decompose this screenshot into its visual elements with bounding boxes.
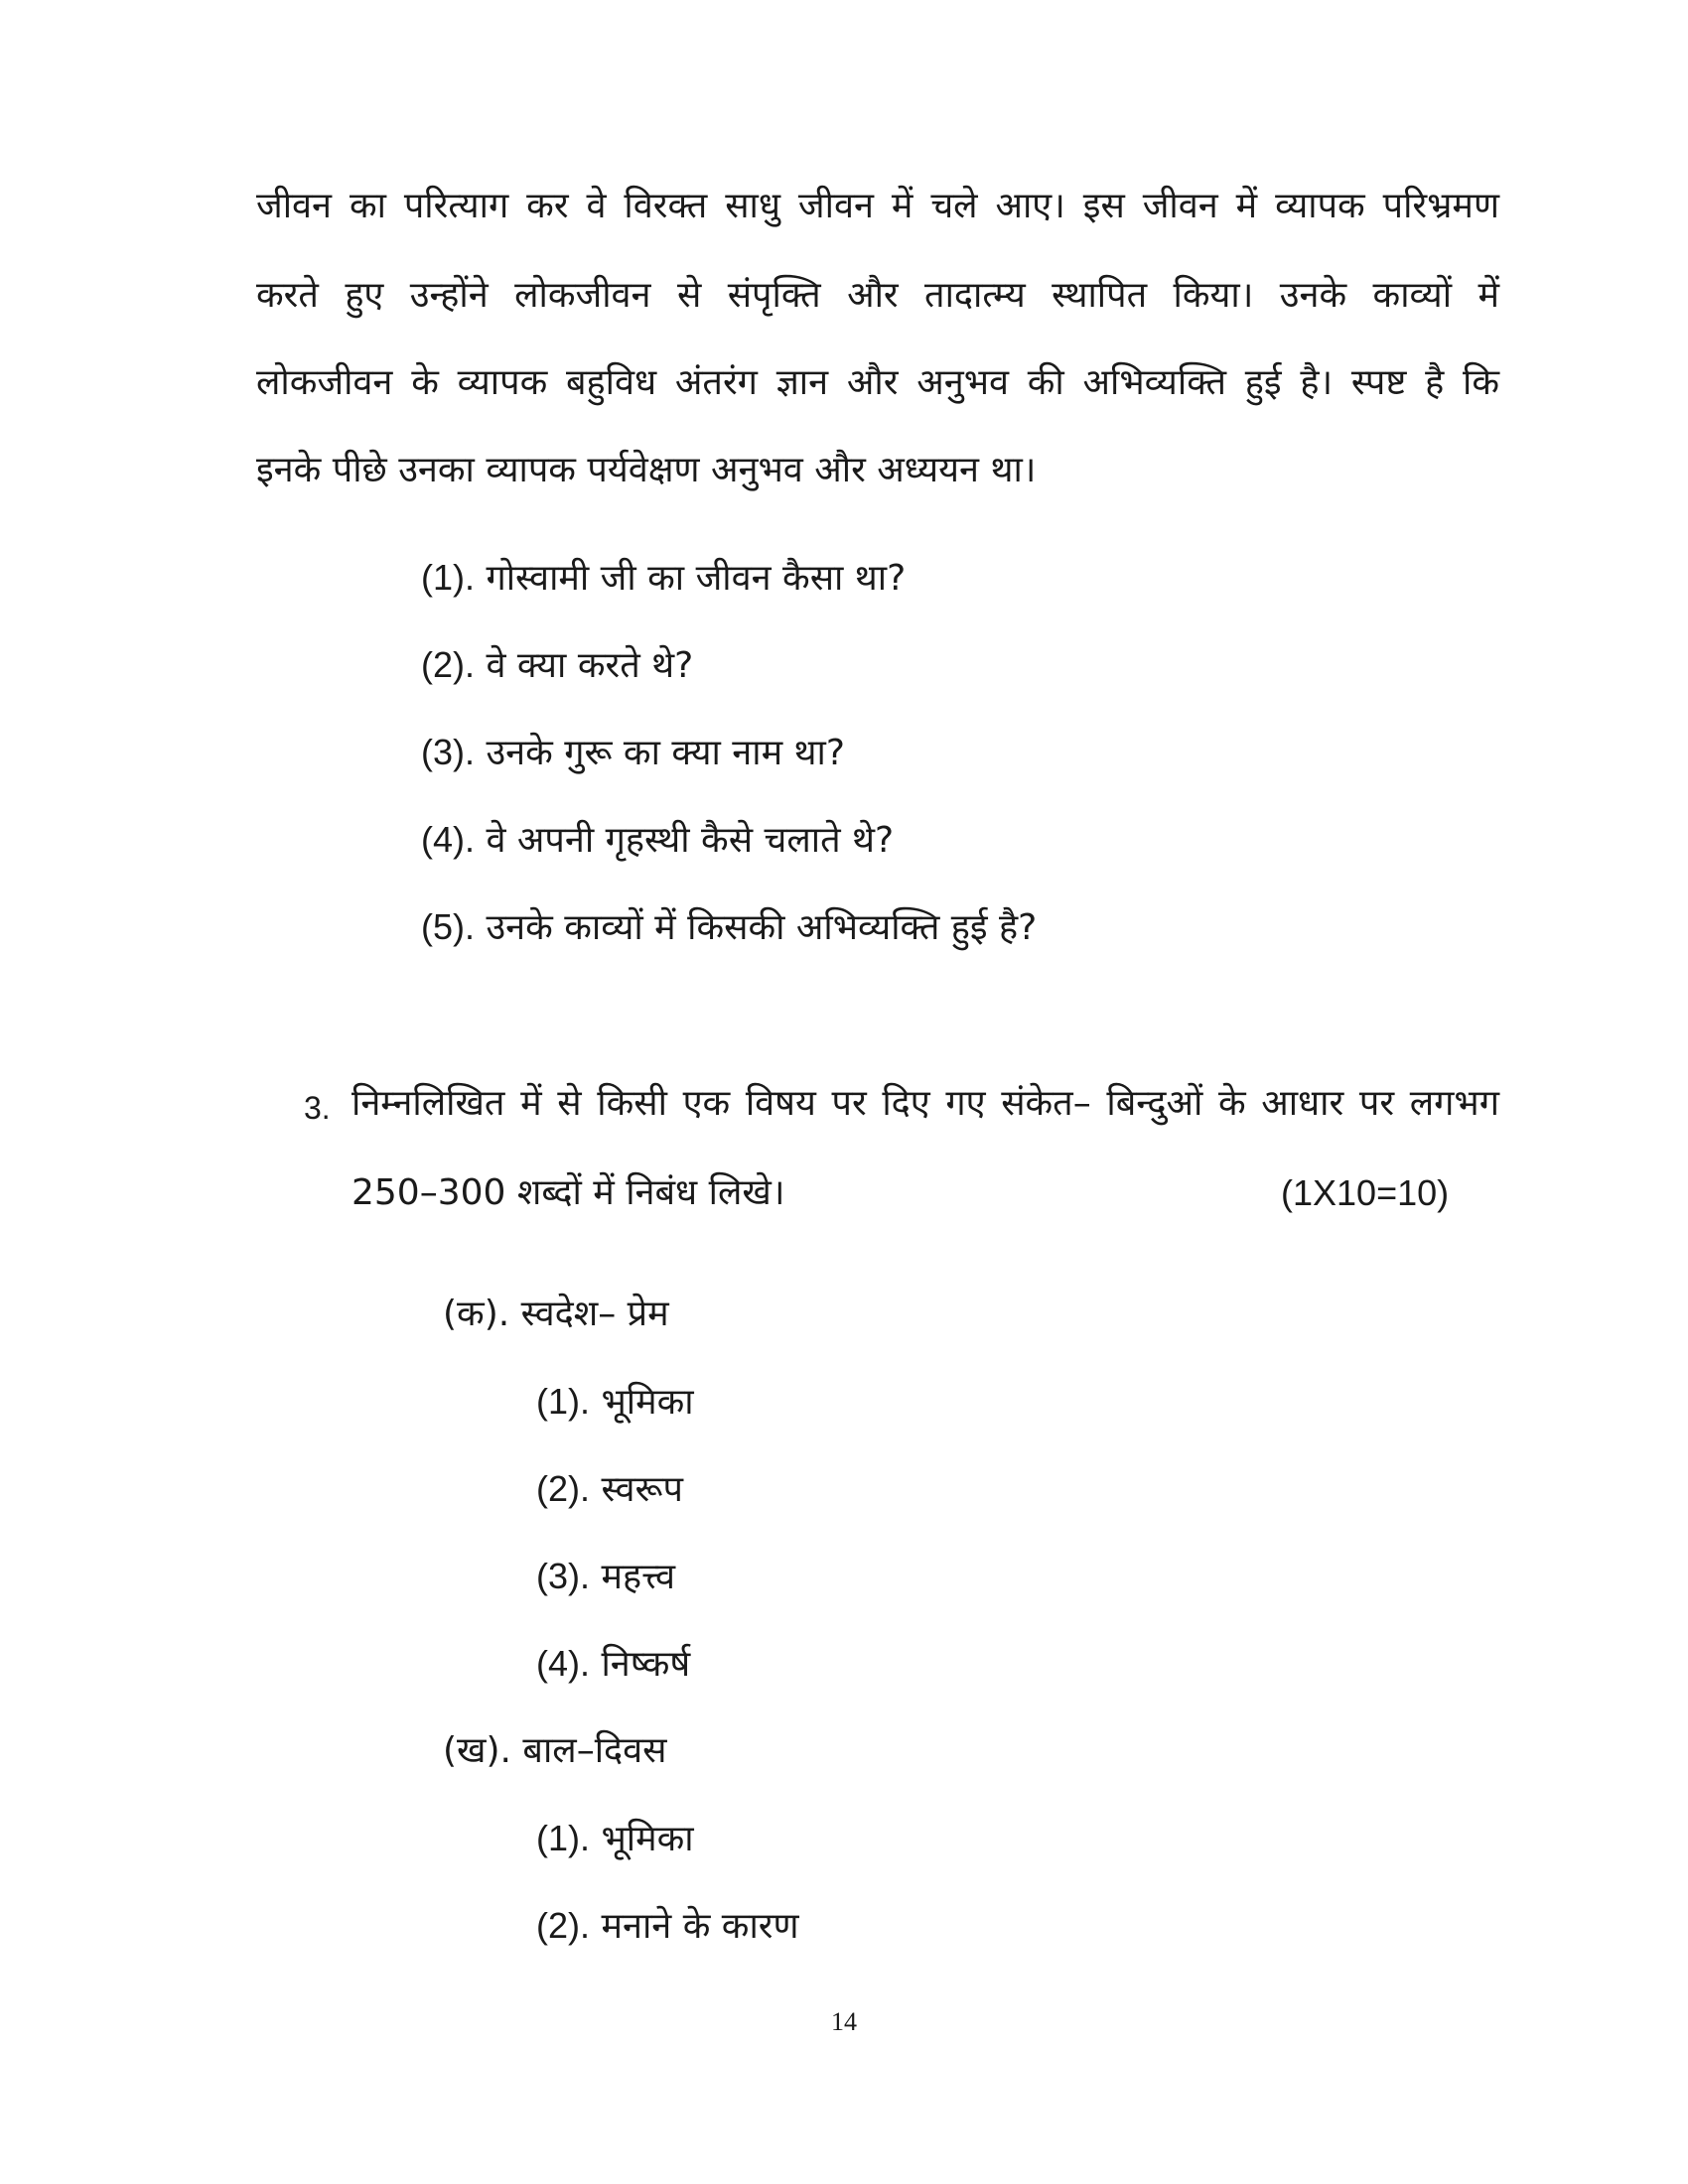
question-item — [421, 643, 693, 688]
point-number: (2). — [536, 1468, 590, 1509]
point-number: (4). — [536, 1643, 590, 1684]
question-number: (1). — [421, 557, 475, 598]
topic-label: (क). स्वदेश– प्रेम — [443, 1294, 669, 1334]
point-item — [536, 1380, 694, 1425]
passage-line: करते हुए उन्होंने लोकजीवन से संपृक्ति और तादात्म्य स्थापित किया। उनके काव्यों में — [256, 275, 1499, 316]
point-item — [536, 1904, 799, 1949]
question-item — [421, 818, 894, 863]
point-item — [536, 1467, 683, 1512]
point-text: महत्त्व — [601, 1557, 676, 1597]
point-number: (1). — [536, 1381, 590, 1422]
question-3-line: निम्नलिखित में से किसी एक विषय पर दिए गए संकेत– बिन्दुओं के आधार पर लगभग — [352, 1083, 1499, 1124]
point-item — [536, 1555, 675, 1599]
question-item — [421, 905, 1037, 950]
marks-label: (1X10=10) — [1281, 1172, 1450, 1213]
question-3-line2-text: 250–300 शब्दों में निबंध लिखे। — [352, 1172, 785, 1213]
question-item — [421, 556, 906, 601]
question-text: उनके गुरू का क्या नाम था? — [486, 733, 845, 773]
question-text: गोस्वामी जी का जीवन कैसा था? — [486, 558, 907, 599]
passage-line: इनके पीछे उनका व्यापक पर्यवेक्षण अनुभव और अध्ययन था। — [256, 450, 1037, 490]
question-3-number: 3. — [304, 1090, 331, 1126]
point-number: (1). — [536, 1818, 590, 1858]
passage-line: जीवन का परित्याग कर वे विरक्त साधु जीवन में चले आए। इस जीवन में व्यापक परिभ्रमण — [256, 186, 1499, 226]
point-item — [536, 1642, 690, 1687]
point-text: मनाने के कारण — [601, 1906, 799, 1947]
point-item — [536, 1817, 694, 1861]
page-number: 14 — [831, 2007, 857, 2036]
point-number: (3). — [536, 1556, 590, 1596]
topic-label: (ख). बाल–दिवस — [443, 1730, 667, 1771]
question-number: (5). — [421, 906, 475, 947]
point-text: भूमिका — [601, 1382, 694, 1423]
question-number: (3). — [421, 732, 475, 772]
point-number: (2). — [536, 1905, 590, 1946]
question-text: उनके काव्यों में किसकी अभिव्यक्ति हुई है? — [486, 907, 1038, 948]
question-3-line — [352, 1171, 784, 1215]
question-item — [421, 731, 845, 775]
question-number: (4). — [421, 819, 475, 860]
point-text: स्वरूप — [601, 1469, 683, 1510]
point-text: भूमिका — [601, 1819, 694, 1859]
question-text: वे अपनी गृहस्थी कैसे चलाते थे? — [486, 820, 895, 861]
question-text: वे क्या करते थे? — [486, 645, 694, 686]
passage-line: लोकजीवन के व्यापक बहुविध अंतरंग ज्ञान और अनुभव की अभिव्यक्ति हुई है। स्पष्ट है कि — [256, 362, 1499, 403]
point-text: निष्कर्ष — [601, 1644, 691, 1685]
question-number: (2). — [421, 644, 475, 685]
